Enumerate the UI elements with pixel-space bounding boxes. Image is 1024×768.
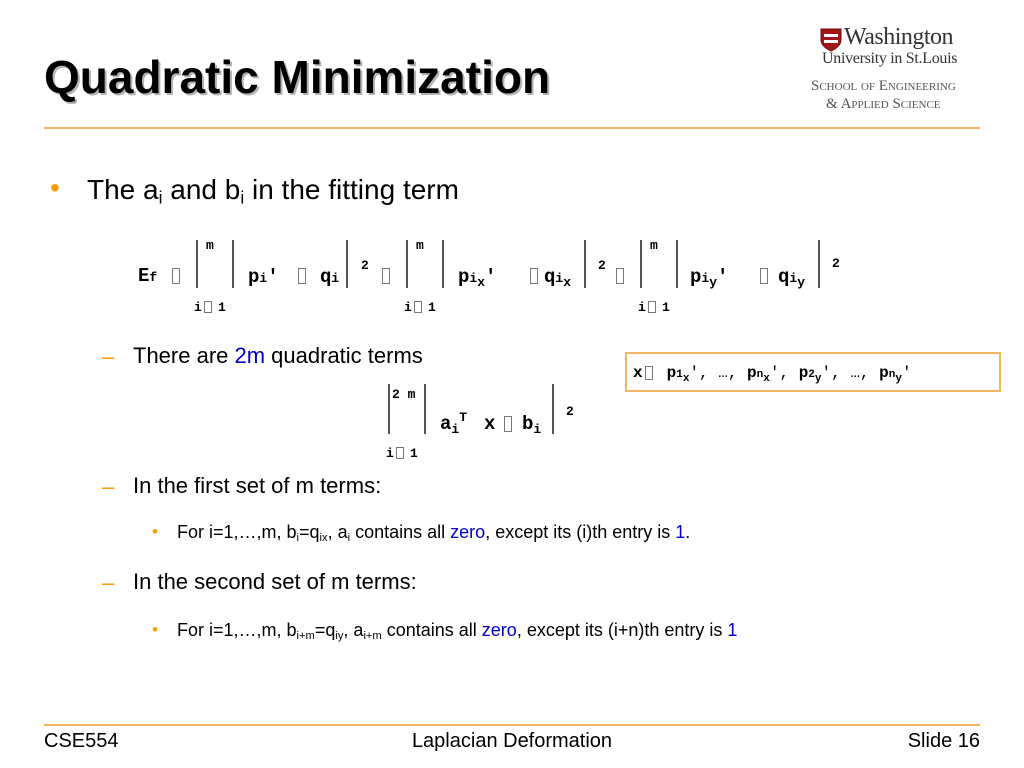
highlight-zero: zero [450, 522, 486, 542]
detail-second-set [177, 620, 737, 642]
sum-bracket [388, 384, 390, 434]
subscript: iy [335, 629, 344, 642]
text-run: For i=1,…,m, b [177, 522, 297, 542]
dash-marker: – [102, 474, 115, 499]
subscript: i+m [363, 629, 382, 642]
exponent: 2 [832, 256, 840, 271]
sum-lower-index: i [404, 300, 412, 315]
text-run: =q [314, 620, 336, 640]
subscript: i [240, 187, 245, 208]
text-run: For i=1,…,m, b [177, 620, 297, 640]
text-run: . [685, 522, 691, 542]
sum-lower-bound: 1 [410, 446, 418, 461]
logo-line-1: Washington [844, 24, 954, 50]
detail-first-set [177, 522, 690, 544]
term-1: pi' [248, 266, 279, 288]
subscript: i [158, 187, 163, 208]
highlight-zero: zero [481, 620, 517, 640]
sum-upper: m [650, 238, 658, 253]
term-x: x [484, 413, 496, 435]
page-title: Quadratic Minimization [44, 51, 551, 103]
x-vector-text: x $p1_x'$, …, $pn_x'$, $p2_y'$, …, $pn_y'$ [633, 364, 912, 385]
text-run: The a [87, 174, 159, 205]
exponent: 2 [566, 404, 574, 419]
logo-line-3: School of Engineering [811, 78, 956, 94]
energy-symbol: Ef [138, 265, 158, 287]
exponent: 2 [361, 258, 369, 273]
sum-lower-index: i [194, 300, 202, 315]
bullet-marker: • [50, 172, 60, 203]
sum-lower-bound: 1 [662, 300, 670, 315]
missing-glyph-icon [504, 416, 512, 432]
text-run: in the fitting term [244, 174, 459, 205]
term-b: $b_i$ [522, 413, 542, 437]
subscript: i [347, 531, 351, 544]
subpoint-first-set: In the first set of m terms: [133, 473, 382, 498]
bullet-marker: • [152, 620, 158, 639]
footer-divider [44, 724, 980, 726]
subpoint-second-set: In the second set of m terms: [133, 569, 417, 594]
logo-line-2: University in St.Louis [822, 50, 958, 67]
sum-lower-bound: 1 [218, 300, 226, 315]
text-run: and b [162, 174, 241, 205]
dash-marker: – [102, 570, 115, 595]
term-3-q: $qi_y$ [778, 266, 806, 290]
term-2: $pi_x'$ [458, 266, 497, 290]
term-2-q: $qi_x$ [544, 266, 572, 290]
term-3: $pi_y'$ [690, 266, 729, 290]
text-run: , except its (i+n)th entry is [516, 620, 728, 640]
footer-course: CSE554 [44, 730, 119, 752]
sum-lower-index: i [638, 300, 646, 315]
text-run: =q [299, 522, 320, 542]
sum-upper: m [206, 238, 214, 253]
subscript: ix [319, 531, 328, 544]
sum-upper: m [416, 238, 424, 253]
bullet-marker: • [152, 522, 158, 541]
text-run: , except its (i)th entry is [485, 522, 676, 542]
text-run: , a [343, 620, 364, 640]
sum-upper: 2 m [392, 387, 416, 402]
highlight-one: 1 [727, 620, 738, 640]
highlight-one: 1 [675, 522, 686, 542]
subscript: i+m [296, 629, 315, 642]
term-1-q: qi [320, 266, 340, 288]
exponent: 2 [598, 258, 606, 273]
missing-glyph-icon [396, 447, 404, 459]
footer-slide-number: Slide 16 [907, 730, 980, 752]
text-run: , a [327, 522, 348, 542]
dash-marker: – [102, 344, 115, 369]
norm-bracket [552, 384, 554, 434]
highlight-2m: 2m [234, 343, 266, 368]
sum-lower-bound: 1 [428, 300, 436, 315]
text-run: There are [133, 343, 235, 368]
subscript: i [296, 531, 300, 544]
text-run: contains all [381, 620, 482, 640]
term-a: $a_i^T$ [440, 410, 468, 437]
sum-lower-index: i [386, 446, 394, 461]
footer-topic: Laplacian Deformation [411, 730, 613, 752]
sum-bracket [424, 384, 426, 434]
text-run: quadratic terms [265, 343, 423, 368]
logo-line-4: & Applied Science [826, 96, 941, 112]
text-run: contains all [350, 522, 451, 542]
